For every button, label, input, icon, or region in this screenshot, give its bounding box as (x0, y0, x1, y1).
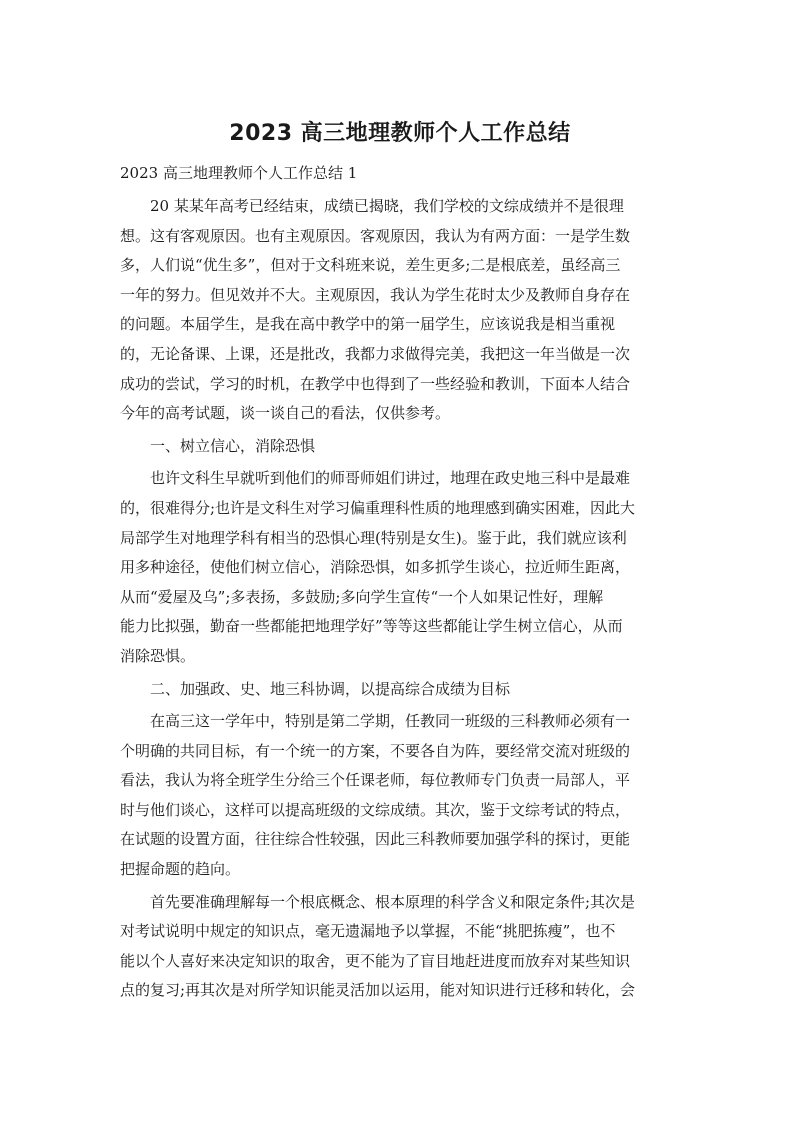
document-subtitle: 2023 高三地理教师个人工作总结 1 (120, 164, 358, 182)
paragraph-line: 点的复习;再其次是对所学知识能灵活加以运用，能对知识进行迁移和转化，会 (120, 981, 636, 1000)
paragraph-line: 在高三这一学年中，特别是第二学期，任教同一班级的三科教师必须有一 (150, 712, 631, 731)
paragraph-line: 的问题。本届学生，是我在高中教学中的第一届学生，应该说我是相当重视 (120, 315, 616, 334)
paragraph-intro (120, 192, 680, 429)
paragraph-line: 消除恐惧。 (120, 646, 196, 665)
document-title: 2023 高三地理教师个人工作总结 (229, 121, 571, 146)
paragraph-line: 20 某某年高考已经结束，成绩已揭晓，我们学校的文综成绩并不是很理 (150, 197, 624, 215)
paragraph-line: 的，很难得分;也许是文科生对学习偏重理科性质的地理感到确实困难，因此大 (120, 498, 636, 517)
paragraph-line: 多，人们说“优生多”，但对于文科班来说，差生更多;二是根底差，虽经高三 (120, 256, 621, 275)
paragraph-section-1 (120, 464, 680, 671)
paragraph-line: 今年的高考试题，谈一谈自己的看法，仅供参考。 (120, 404, 451, 423)
paragraph-line: 的，无论备课、上课，还是批改，我都力求做得完美，我把这一年当做是一次 (120, 344, 631, 363)
paragraph-section-2 (120, 707, 680, 885)
paragraph-line: 对考试说明中规定的知识点，毫无遗漏地予以掌握，不能“挑肥拣瘦”，也不 (120, 922, 616, 941)
paragraph-line: 看法，我认为将全班学生分给三个任课老师，每位教师专门负责一局部人，平 (120, 771, 631, 790)
paragraph-line: 局部学生对地理学科有相当的恐惧心理(特别是女生)。鉴于此，我们就应该利 (120, 528, 627, 547)
paragraph-line: 也许文科生早就听到他们的师哥师姐们讲过，地理在政史地三科中是最难 (150, 469, 631, 488)
paragraph-line: 首先要准确理解每一个根底概念、根本原理的科学含义和限定条件;其次是 (150, 892, 636, 911)
paragraph-line: 用多种途径，使他们树立信心，消除恐惧，如多抓学生谈心，拉近师生距离， (120, 558, 631, 577)
paragraph-line: 把握命题的趋向。 (120, 860, 241, 879)
paragraph-line: 想。这有客观原因。也有主观原因。客观原因，我认为有两方面：一是学生数 (120, 226, 631, 245)
section-heading-2: 二、加强政、史、地三科协调，以提高综合成绩为目标 (150, 679, 511, 698)
paragraph-line: 能以个人喜好来决定知识的取舍，更不能为了盲目地赶进度而放弃对某些知识 (120, 951, 631, 970)
paragraph-line: 能力比拟强，勤奋一些都能把地理学好”等等这些都能让学生树立信心，从而 (120, 617, 623, 636)
paragraph-line: 成功的尝试，学习的时机，在教学中也得到了一些经验和教训，下面本人结合 (120, 374, 631, 393)
paragraph-line: 一年的努力。但见效并不大。主观原因，我认为学生花时太少及教师自身存在 (120, 285, 631, 304)
paragraph-line: 从而“爱屋及乌”;多表扬，多鼓励;多向学生宣传“一个人如果记性好，理解 (120, 587, 604, 606)
paragraph-line: 个明确的共同目标，有一个统一的方案，不要各自为阵，要经常交流对班级的 (120, 741, 631, 760)
paragraph-line: 时与他们谈心，这样可以提高班级的文综成绩。其次，鉴于文综考试的特点， (120, 800, 631, 819)
section-heading-1: 一、树立信心，消除恐惧 (150, 436, 316, 455)
paragraph-section-2-continued (120, 888, 680, 1006)
paragraph-line: 在试题的设置方面，往往综合性较强，因此三科教师要加强学科的探讨，更能 (120, 830, 631, 849)
document-body (120, 192, 680, 1006)
